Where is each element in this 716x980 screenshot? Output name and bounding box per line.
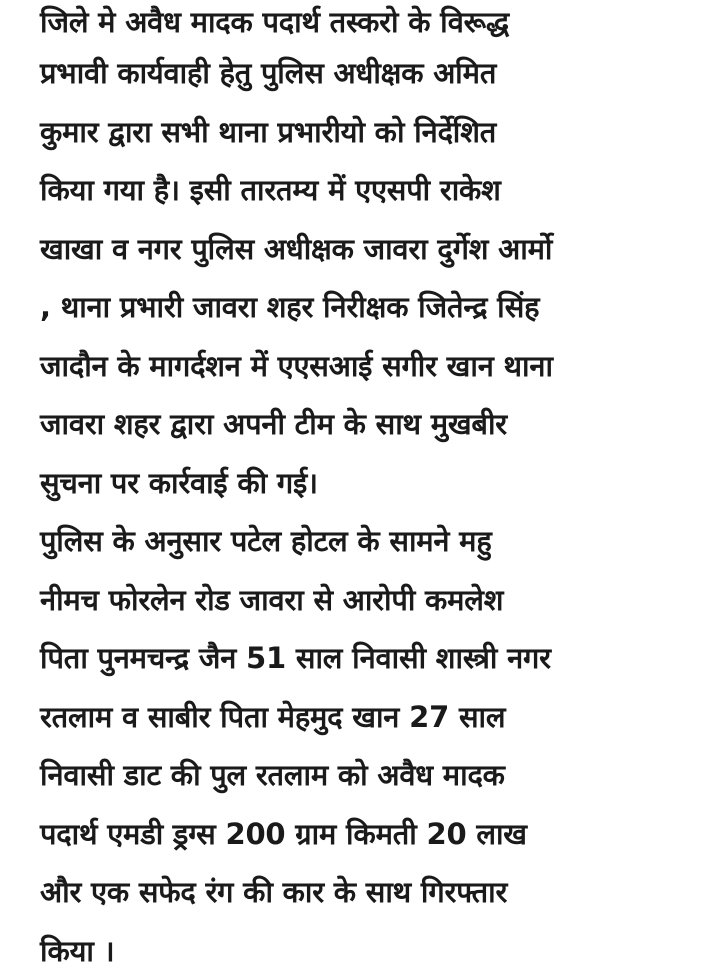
text-line: निवासी डाट की पुल रतलाम को अवैध मादक bbox=[40, 746, 700, 805]
article-body bbox=[40, 0, 700, 980]
text-line: नीमच फोरलेन रोड जावरा से आरोपी कमलेश bbox=[40, 571, 700, 630]
text-line: रतलाम व साबीर पिता मेहमुद खान 27 साल bbox=[40, 688, 700, 747]
text-line: खाखा व नगर पुलिस अधीक्षक जावरा दुर्गेश आर्मो bbox=[40, 220, 700, 279]
text-line: , थाना प्रभारी जावरा शहर निरीक्षक जितेन्द्र सिंह bbox=[40, 278, 700, 337]
text-line: कुमार द्वारा सभी थाना प्रभारीयो को निर्देशित bbox=[40, 103, 700, 162]
paragraph-2 bbox=[40, 512, 700, 980]
text-line: जावरा शहर द्वारा अपनी टीम के साथ मुखबीर bbox=[40, 395, 700, 454]
text-line: पुलिस के अनुसार पटेल होटल के सामने महु bbox=[40, 512, 700, 571]
text-line: जिले मे अवैध मादक पदार्थ तस्करो के विरूद्ध bbox=[40, 0, 700, 44]
text-line: जादौन के मागर्दशन में एएसआई सगीर खान थाना bbox=[40, 337, 700, 396]
text-line: किया गया है। इसी तारतम्य में एएसपी राकेश bbox=[40, 161, 700, 220]
text-line: किया । bbox=[40, 922, 700, 980]
paragraph-1 bbox=[40, 0, 700, 512]
text-line: प्रभावी कार्यवाही हेतु पुलिस अधीक्षक अमित bbox=[40, 44, 700, 103]
text-line: सुचना पर कार्रवाई की गई। bbox=[40, 454, 700, 513]
text-line: पदार्थ एमडी ड्रग्स 200 ग्राम किमती 20 लाख bbox=[40, 805, 700, 864]
text-line: और एक सफेद रंग की कार के साथ गिरफ्तार bbox=[40, 863, 700, 922]
text-line: पिता पुनमचन्द्र जैन 51 साल निवासी शास्त्री नगर bbox=[40, 629, 700, 688]
